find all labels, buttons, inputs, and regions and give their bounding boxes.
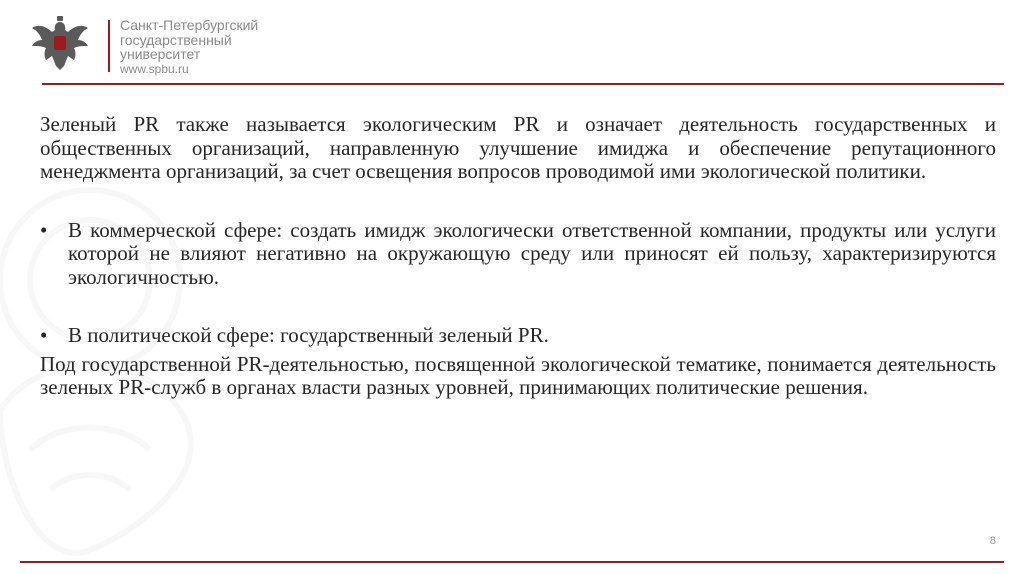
bullet-mark: • bbox=[40, 323, 48, 347]
university-website: www.spbu.ru bbox=[120, 62, 189, 76]
header bbox=[28, 14, 428, 74]
slide-content bbox=[40, 113, 996, 400]
header-divider bbox=[108, 20, 110, 72]
bullet-item-commercial bbox=[40, 219, 996, 290]
bullet-mark: • bbox=[40, 217, 48, 242]
eagle-crest-icon bbox=[28, 14, 92, 72]
bottom-rule bbox=[20, 561, 1004, 563]
closing-paragraph: Под государственной PR-деятельностью, посвященной экологической тематике, понимается деятельность зеленых PR-служб в органах власти разных уровней, принимающих политические решения. bbox=[40, 351, 996, 399]
top-rule bbox=[42, 83, 1004, 85]
university-name: Санкт-Петербургский государственный университет bbox=[120, 17, 259, 62]
bullet-text-commercial: В коммерческой сфере: создать имидж экологически ответственной компании, продукты или услуги которой не влияют негативно на окружающую среду или приносят ей пользу, характеризируются экологичностью. bbox=[68, 217, 996, 289]
bullet-text-political: В политической сфере: государственный зеленый PR. bbox=[68, 323, 549, 347]
intro-paragraph: Зеленый PR также называется экологическим PR и означает деятельность государственных и общественных организаций, направленную улучшение имиджа и обеспечение репутационного менеджмента организаций, за счет освещения вопросов проводимой ими экологической политики. bbox=[40, 112, 996, 183]
bullet-item-political bbox=[40, 324, 996, 348]
page-number: 8 bbox=[989, 535, 996, 547]
